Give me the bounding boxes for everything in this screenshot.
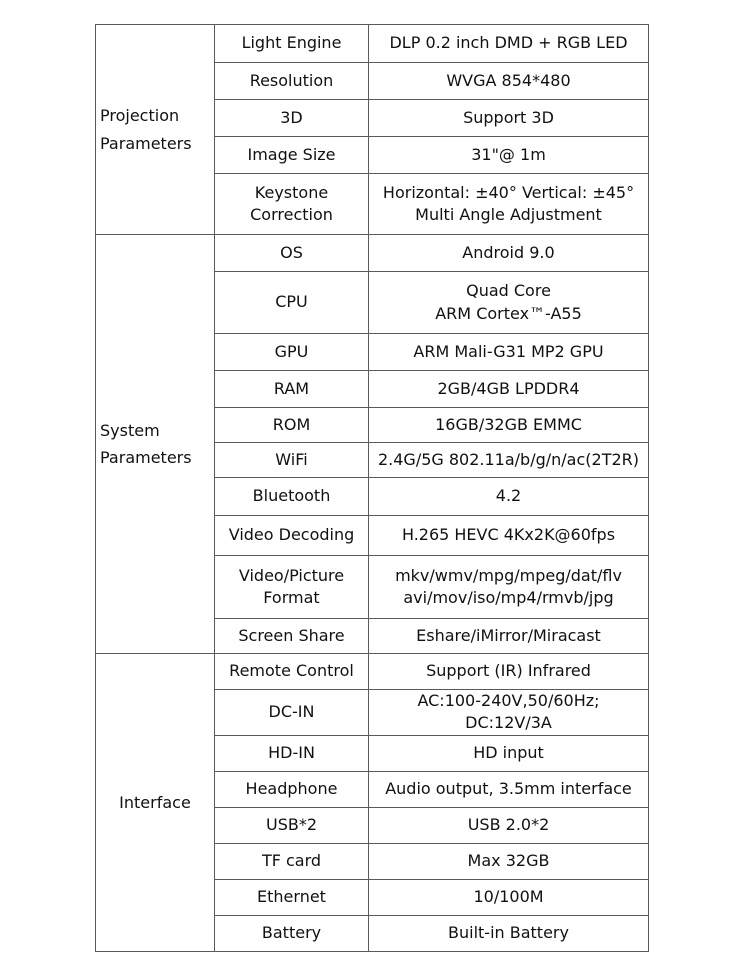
spec-label: ROM [272,414,311,434]
spec-value-cell [369,174,649,235]
spec-value-cell [369,619,649,654]
spec-value: 2.4G/5G 802.11a/b/g/n/ac(2T2R) [377,449,640,469]
spec-label: Image Size [247,144,336,164]
spec-label-cell [215,371,369,408]
spec-label-cell [215,879,369,915]
spec-value: Eshare/iMirror/Miracast [416,625,601,645]
spec-label-cell [215,843,369,879]
spec-label-cell [215,807,369,843]
spec-value: 16GB/32GB EMMC [435,414,582,434]
spec-value: USB 2.0*2 [467,815,550,835]
spec-label: Headphone [245,779,338,799]
spec-label-cell [215,408,369,443]
spec-value: 2GB/4GB LPDDR4 [437,378,580,398]
spec-value: Audio output, 3.5mm interface [385,779,632,799]
spec-value: HD input [473,743,544,763]
spec-value-cell [369,915,649,951]
spec-value-cell [369,654,649,690]
spec-value-cell [369,235,649,272]
spec-value: Quad Core [466,281,551,301]
spec-label-cell [215,25,369,63]
spec-label: HD-IN [268,743,315,763]
spec-value: Multi Angle Adjustment [415,205,602,224]
spec-label: CPU [275,292,308,312]
spec-value-cell [369,516,649,556]
spec-value: 31"@ 1m [471,144,546,164]
spec-value-cell [369,443,649,478]
spec-label-cell [215,443,369,478]
spec-label-cell [215,100,369,137]
spec-label-cell [215,235,369,272]
spec-value-cell [369,478,649,516]
spec-value-cell [369,334,649,371]
spec-label: Battery [261,923,322,943]
spec-value-cell [369,807,649,843]
spec-label: Format [263,588,320,607]
spec-value-cell [369,408,649,443]
spec-label: GPU [274,341,309,361]
spec-value-cell [369,272,649,334]
spec-value-cell [369,556,649,619]
spec-label: Video Decoding [228,525,355,545]
spec-label: TF card [261,851,322,871]
spec-label: Keystone [254,182,329,202]
spec-value-cell [369,63,649,100]
spec-label: Remote Control [229,661,354,681]
spec-label-cell [215,771,369,807]
spec-label-cell [215,915,369,951]
spec-row [96,235,649,272]
spec-label: Video/Picture [238,565,345,585]
section-name-cell [96,25,215,235]
spec-value-cell [369,771,649,807]
spec-label-cell [215,516,369,556]
spec-value: AC:100-240V,50/60Hz; DC:12V/3A [417,691,600,733]
spec-label-cell [215,556,369,619]
spec-label-cell [215,174,369,235]
spec-value-cell [369,843,649,879]
section-name: Interface [119,792,191,812]
spec-label: 3D [280,107,303,127]
spec-value-cell [369,137,649,174]
spec-table-body [96,25,649,952]
spec-value: H.265 HEVC 4Kx2K@60fps [401,525,616,545]
spec-label-cell [215,272,369,334]
spec-row [96,25,649,63]
spec-label: Ethernet [257,887,326,907]
spec-label-cell [215,334,369,371]
spec-value: Android 9.0 [462,242,555,262]
spec-label-cell [215,735,369,771]
section-name: System [100,420,160,440]
spec-label: Resolution [249,70,334,90]
spec-row [96,654,649,690]
spec-value: Horizontal: ±40° Vertical: ±45° [382,182,635,202]
spec-label: Bluetooth [252,486,331,506]
spec-value: 4.2 [495,486,522,506]
spec-label: Light Engine [241,33,342,53]
spec-value-cell [369,690,649,736]
spec-label: WiFi [275,449,308,469]
spec-value: avi/mov/iso/mp4/rmvb/jpg [403,588,614,607]
spec-label-cell [215,137,369,174]
spec-label-cell [215,63,369,100]
spec-label: RAM [273,378,310,398]
spec-value: Max 32GB [467,851,550,871]
spec-value: Support (IR) Infrared [426,661,591,681]
spec-value: Support 3D [463,107,554,127]
section-name-cell [96,235,215,654]
spec-value: DLP 0.2 inch DMD + RGB LED [389,33,628,53]
section-name-cell [96,654,215,952]
spec-value-cell [369,371,649,408]
section-name: Projection [100,106,180,126]
spec-value-cell [369,100,649,137]
spec-value-cell [369,735,649,771]
spec-value-cell [369,879,649,915]
spec-label-cell [215,478,369,516]
spec-value: ARM Cortex™-A55 [435,303,582,323]
spec-value: ARM Mali-G31 MP2 GPU [413,341,604,361]
section-name: Parameters [100,133,192,153]
spec-table [95,24,649,952]
spec-value: WVGA 854*480 [446,70,571,90]
section-name: Parameters [100,448,192,467]
spec-value: 10/100M [473,887,544,907]
spec-label: USB*2 [265,815,318,835]
spec-label-cell [215,619,369,654]
spec-label-cell [215,690,369,736]
spec-label-cell [215,654,369,690]
spec-label: Correction [250,205,333,224]
spec-label: DC-IN [268,702,315,722]
spec-value-cell [369,25,649,63]
spec-value: Built-in Battery [448,923,569,943]
spec-value: mkv/wmv/mpg/mpeg/dat/flv [395,565,622,585]
spec-label: Screen Share [238,625,345,645]
spec-label: OS [280,242,303,262]
